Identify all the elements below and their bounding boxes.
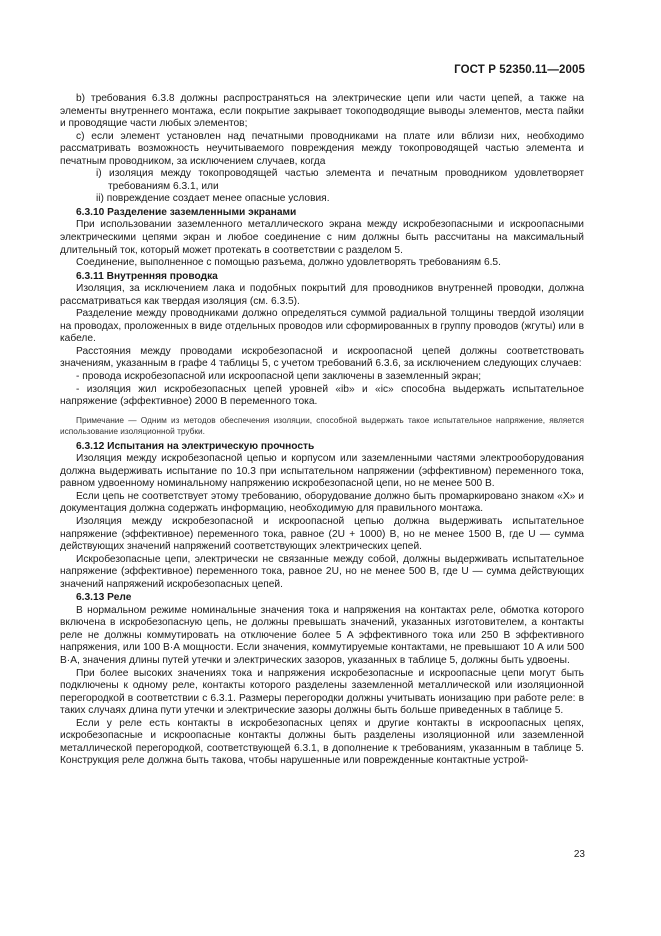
- paragraph: Изоляция между искробезопасной цепью и корпусом или заземленными частями электрооборудования должна выдерживать испытание по 10.3 при испытательном напряжении (эффективном) переменного тока, равном удвоенному номинальному напряжению искробезопасной цепи, но не менее 500 В.: [60, 453, 584, 490]
- paragraph: - изоляция жил искробезопасных цепей уровней «ib» и «ic» способна выдержать испытательное напряжение (эффективное) 2000 В переменного тока.: [60, 383, 584, 408]
- paragraph: При использовании заземленного металлического экрана между искробезопасными и искроопасными электрическими цепями экран и любое соединение с ним должны быть рассчитаны на максимальный длительный ток, который может протекать в соответствии с разделом 5.: [60, 219, 584, 256]
- paragraph: Если у реле есть контакты в искробезопасных цепях и другие контакты в искроопасных цепях, искробезопасные и искроопасные контакты должны быть разделены изоляционной или заземленной металлической перегородкой, соответствующей 6.3.1, в дополнение к требованиям, указанным в таблице 5. Конструкция реле должна быть такова, чтобы нарушенные или поврежденные контактные устрой-: [60, 717, 584, 767]
- paragraph: ii) повреждение создает менее опасные условия.: [96, 193, 330, 205]
- page-number: 23: [573, 849, 585, 860]
- paragraph: i) изоляция между токопроводящей частью элемента и печатным проводником удовлетворяет требованиям 6.3.1, или: [96, 168, 584, 192]
- paragraph: При более высоких значениях тока и напряжения искробезопасные и искроопасные цепи могут быть подключены к одному реле, контакты которого разделены заземленной металлической или изоляционной перегородкой в соответствии с 6.3.1. Размеры перегородки должны учитывать ионизацию при работе реле: в таких случаях длина пути утечки и электрические зазоры должны быть больше приведенных в таблице 5.: [60, 667, 584, 717]
- note-paragraph: Примечание — Одним из методов обеспечения изоляции, способной выдержать такое испытательное напряжение, является использование изоляционной трубки.: [60, 414, 584, 436]
- paragraph: Изоляция между искробезопасной и искроопасной цепью должна выдерживать испытательное напряжение (эффективное) переменного тока, равное (2U + 1000) В, но не менее 1500 В, где U — сумма действующих значений напряжений соответствующих электрических цепей.: [60, 515, 584, 553]
- paragraph: Изоляция, за исключением лака и подобных покрытий для проводников внутренней проводки, должна рассматриваться как твердая изоляция (см. 6.3.5).: [60, 283, 584, 307]
- paragraph: Искробезопасные цепи, электрически не связанные между собой, должны выдерживать испытательное напряжение (эффективное) переменного тока, равное 2U, но не менее 500 В, где U — сумма действующих значений напряжений искробезопасных цепей.: [60, 553, 584, 590]
- section-heading: 6.3.12 Испытания на электрическую прочность: [76, 440, 315, 452]
- paragraph: b) требования 6.3.8 должны распространяться на электрические цепи или части цепей, а также на элементы внутреннего монтажа, если покрытие закрывает токоподводящие выводы элементов, места пайки и проводящие части любых элементов;: [60, 93, 584, 130]
- paragraph: Если цепь не соответствует этому требованию, оборудование должно быть промаркировано знаком «Х» и документация должна содержать информацию, необходимую для правильного монтажа.: [60, 490, 584, 515]
- paragraph: Соединение, выполненное с помощью разъема, должно удовлетворять требованиям 6.5.: [76, 257, 501, 269]
- paragraph: В нормальном режиме номинальные значения тока и напряжения на контактах реле, обмотка которого включена в искробезопасную цепь, не должны превышать значений, указанных изготовителем, а контакты реле не должны коммутировать на отключение более 5 А эффективного тока или 250 В эффективного напряжения, или 100 В·А мощности. Если значения, коммутируемые контактами, не превышают 10 А или 500 В·А, значения длины путей утечки и электрических зазоров, указанных в таблице 5, должны быть удвоены.: [60, 604, 584, 666]
- paragraph: Расстояния между проводами искробезопасной и искроопасной цепей должны соответствовать значениям, указанным в графе 4 таблицы 5, с учетом требований 6.3.6, за исключением следующих случаев:: [60, 345, 584, 370]
- paragraph: - провода искробезопасной или искроопасной цепи заключены в заземленный экран;: [76, 371, 482, 383]
- section-heading: 6.3.10 Разделение заземленными экранами: [76, 206, 297, 218]
- paragraph: Разделение между проводниками должно определяться суммой радиальной толщины твердой изоляции на проводах, проложенных в виде отдельных проводов или сформированных в группу проводов (жгуты) или в кабеле.: [60, 308, 584, 345]
- section-heading: 6.3.13 Реле: [76, 592, 132, 604]
- document-header: ГОСТ Р 52350.11—2005: [454, 64, 585, 76]
- document-body: [60, 93, 584, 768]
- paragraph: c) если элемент установлен над печатными проводниками на плате или вблизи них, необходимо рассматривать возможность неучитываемого повреждения между токопроводящей частью элемента и печатным проводником, за исключением случаев, когда: [60, 130, 584, 167]
- section-heading: 6.3.11 Внутренняя проводка: [76, 270, 218, 282]
